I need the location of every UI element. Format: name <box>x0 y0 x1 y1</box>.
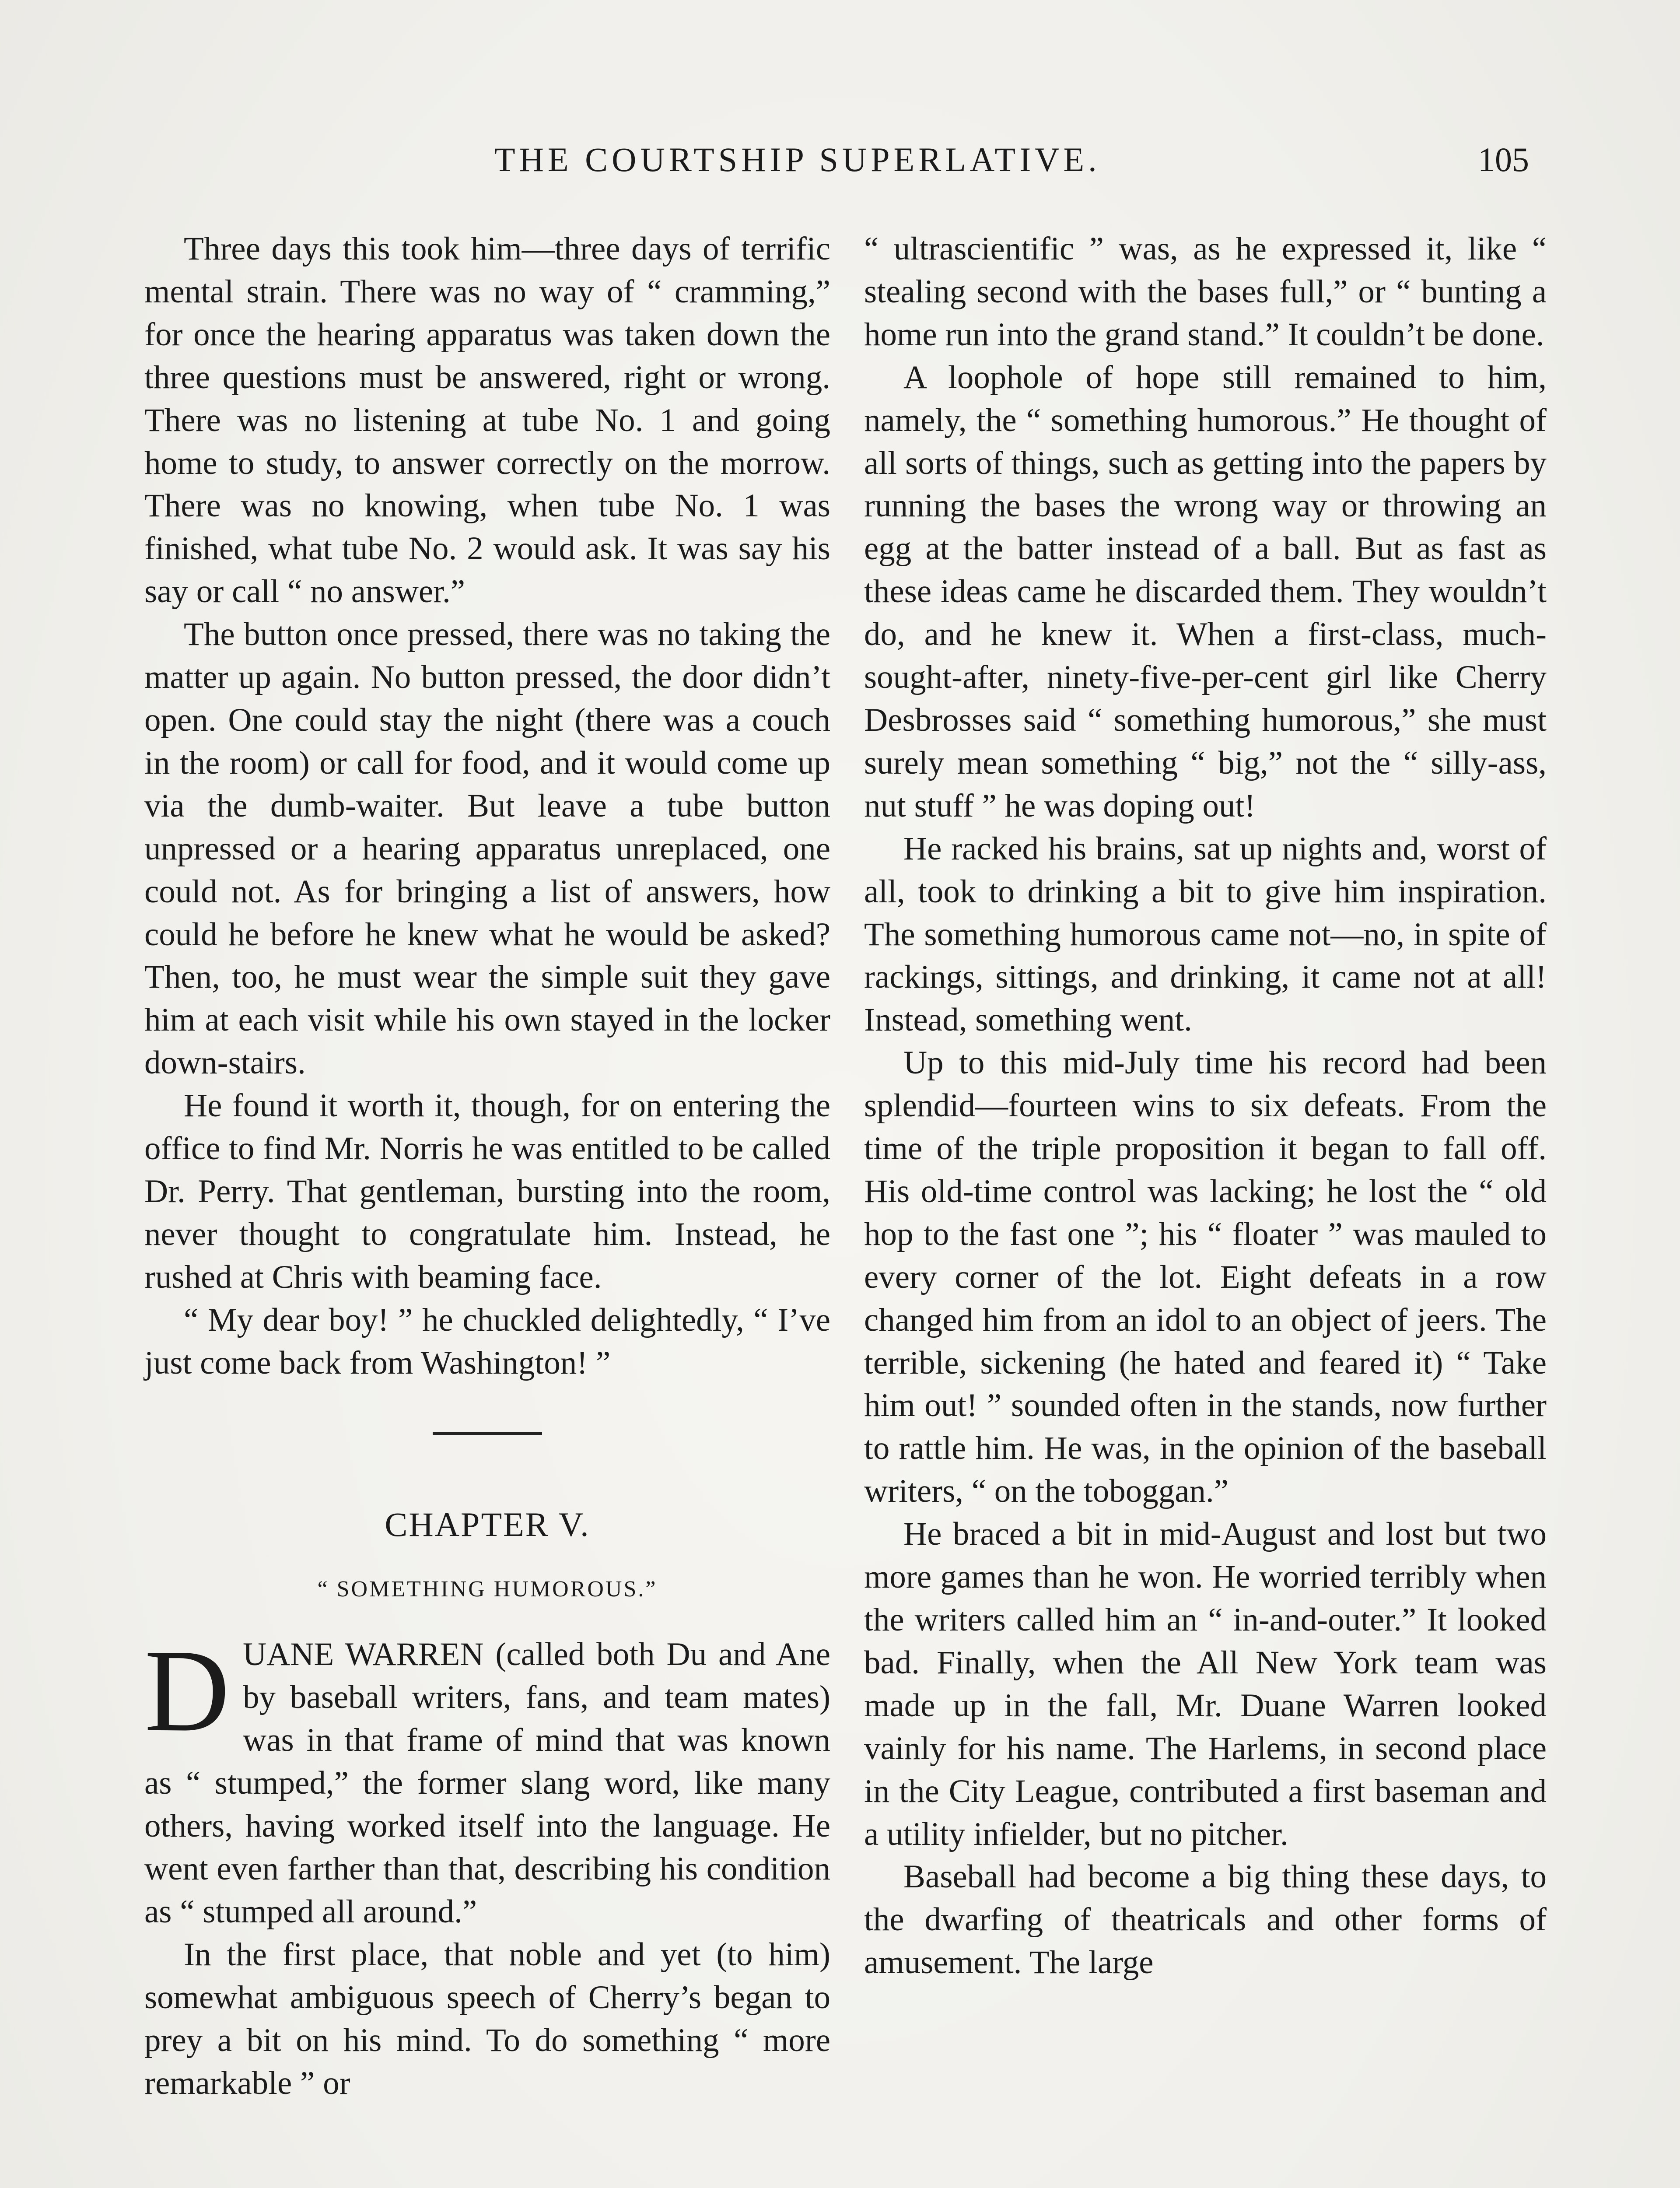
chapter-subtitle: “ SOMETHING HUMOROUS.” <box>317 1577 658 1602</box>
paragraph: He found it worth it, though, for on entering the office to find Mr. Norris he was entitled to be called Dr. Perry. That gentleman, bursting into the room, never thought to congratulate him. Instead, he rushed at Chris with beaming face. <box>144 1087 830 1295</box>
paragraph: “ ultrascientific ” was, as he expressed it, like “ stealing second with the bases full,” or “ bunting a home run into the grand stand.” It couldn’t be done. <box>864 231 1547 353</box>
paragraph: “ My dear boy! ” he chuckled delightedly, “ I’ve just come back from Washington! ” <box>144 1301 830 1381</box>
section-divider <box>433 1432 542 1435</box>
page-number: 105 <box>1478 140 1529 179</box>
paragraph: In the first place, that noble and yet (to him) somewhat ambiguous speech of Cherry’s began to prey a bit on his mind. To do something “ more remarkable ” or <box>144 1936 830 2101</box>
drop-cap: D <box>144 1625 230 1757</box>
left-column <box>144 228 830 2104</box>
paragraph: The button once pressed, there was no taking the matter up again. No button pressed, the door didn’t open. One could stay the night (there was a couch in the room) or call for food, and it would come up via the dumb-waiter. But leave a tube button unpressed or a hearing apparatus unreplaced, one could not. As for bringing a list of answers, how could he before he knew what he would be asked? Then, too, he must wear the simple suit they gave him at each visit while his own stayed in the locker down-stairs. <box>144 616 830 1081</box>
chapter-opening-paragraph <box>144 1625 831 1933</box>
running-head <box>0 140 1680 201</box>
opening-words: UANE WARREN <box>243 1636 484 1673</box>
chapter-heading: CHAPTER V. <box>385 1505 590 1544</box>
paragraph: He racked his brains, sat up nights and, worst of all, took to drinking a bit to give him inspiration. The something humorous came not—no, in spite of rackings, sittings, and drinking, it came not at all! Instead, something went. <box>864 830 1547 1038</box>
right-column <box>864 228 1547 1984</box>
running-title: THE COURTSHIP SUPERLATIVE. <box>494 140 1101 179</box>
paragraph: Three days this took him—three days of terrific mental strain. There was no way of “ cramming,” for once the hearing apparatus was taken down the three questions must be answered, right or wrong. There was no listening at tube No. 1 and going home to study, to answer correctly on the morrow. There was no knowing, when tube No. 1 was finished, what tube No. 2 would ask. It was say his say or call “ no answer.” <box>144 231 830 610</box>
paragraph: Up to this mid-July time his record had been splendid—fourteen wins to six defeats. From the time of the triple proposition it began to fall off. His old-time control was lacking; he lost the “ old hop to the fast one ”; his “ floater ” was mauled to every corner of the lot. Eight defeats in a row changed him from an idol to an object of jeers. The terrible, sickening (he hated and feared it) “ Take him out! ” sounded often in the stands, now further to rattle him. He was, in the opinion of the baseball writers, “ on the toboggan.” <box>864 1045 1547 1510</box>
paragraph: Baseball had become a big thing these days, to the dwarfing of theatricals and other forms of amusement. The large <box>864 1858 1547 1981</box>
paragraph: A loophole of hope still remained to him, namely, the “ something humorous.” He thought of all sorts of things, such as getting into the papers by running the bases the wrong way or throwing an egg at the batter instead of a ball. But as fast as these ideas came he discarded them. They wouldn’t do, and he knew it. When a first-class, much-sought-after, ninety-five-per-cent girl like Cherry Desbrosses said “ something humorous,” she must surely mean something “ big,” not the “ silly-ass, nut stuff ” he was doping out! <box>864 359 1547 824</box>
opening-text: (called both Du and Ane by baseball writers, fans, and team mates) was in that frame of mind that was known as “ stumped,” the former slang word, like many others, having worked itself into the language. He went even farther than that, describing his condition as “ stumped all around.” <box>144 1636 831 1930</box>
paragraph: He braced a bit in mid-August and lost but two more games than he won. He worried terribly when the writers called him an “ in-and-outer.” It looked bad. Finally, when the All New York team was made up in the fall, Mr. Duane Warren looked vainly for his name. The Harlems, in second place in the City League, contributed a first baseman and a utility infielder, but no pitcher. <box>864 1516 1547 1852</box>
